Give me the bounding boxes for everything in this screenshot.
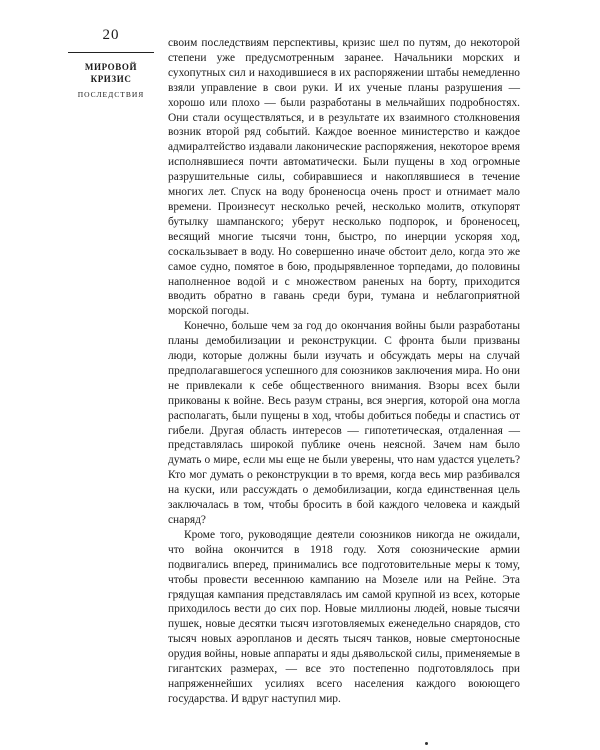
running-subtitle: ПОСЛЕДСТВИЯ — [77, 90, 145, 99]
header-rule — [68, 52, 154, 53]
body-text — [168, 36, 520, 707]
paragraph: Кроме того, руководящие деятели союзников никогда не ожидали, что война окончится в 1918 году. Хотя союзнические армии подвигались вперед, принимались все подготовительные меры к тому, чтобы провести весеннюю кампанию на Мозеле или на Рейне. Эта грядущая кампания представлялась им самой крупной из всех, которые приходилось вести до сих пор. Новые миллионы людей, новые тысячи пушек, новые десятки тысяч изготовляемых еженедельно снарядов, сто тысяч новых аэропланов и десять тысяч танков, новые смертоносные орудия войны, новые аппараты и яды дьявольской силы, применяемые в гигантских размерах, — все это постепенно подготовлялось при напряженнейших усилиях всего населения каждого воюющего государства. И вдруг наступил мир. — [168, 528, 520, 705]
footer-dot — [425, 742, 428, 745]
page-number: 20 — [102, 27, 120, 43]
paragraph: Конечно, больше чем за год до окончания войны были разработаны планы демобилизации и реконструкции. С фронта были призваны люди, которые должны были изучать и обсуждать меры на случай предполагавшегося успешного для союзников заключения мира. Но они не привлекали к себе общественного внимания. Взоры всех были прикованы к войне. Весь разум страны, вся энергия, которой она могла располагать, были пущены в ход, чтобы добиться победы и спастись от гибели. Другая область интересов — гипотетическая, отдаленная — представлялась широкой публике очень неясной. Зачем нам было думать о мире, если мы еще не были уверены, что нам удастся уцелеть? Кто мог думать о реконструкции в то время, когда весь мир разбивался на куски, или рассуждать о демобилизации, когда единственная цель заключалась в том, чтобы бросить в бой каждого человека и каждый снаряд? — [168, 320, 520, 526]
running-head — [68, 26, 154, 100]
paragraph-continued: своим последствиям перспективы, кризис шел по путям, до некоторой степени уже предусмотренным заранее. Начальники морских и сухопутных сил и находившиеся в их распоряжении штабы немедленно взяли управление в свои руки. И их ученые планы разрушения — хорошо или плохо — были разработаны в мельчайших подробностях. Они стали осуществляться, и в результате их взаимного столкновения возник второй ряд событий. Каждое военное министерство и каждое адмиралтейство издавали лаконические распоряжения, некоторое время исполнявшиеся почти автоматически. Были пущены в ход огромные разрушительные силы, собиравшиеся и накоплявшиеся в течение многих лет. Спуск на воду броненосца очень прост и отнимает мало времени. Произнесут несколько речей, несколько молитв, откупорят бутылку шампанского; уберут несколько подпорок, и броненосец, весящий многие тысячи тонн, быстро, по инерции ускоряя ход, соскальзывает в воду. Но совершенно иначе обстоит дело, когда это же самое судно, помятое в бою, продырявленное торпедами, до половины наполненное водой и с множеством раненых на борту, приходится вводить обратно в гавань среди бури, тумана и неблагоприятной морской погоды. — [168, 37, 520, 318]
running-title: МИРОВОЙ КРИЗИС — [84, 62, 138, 84]
